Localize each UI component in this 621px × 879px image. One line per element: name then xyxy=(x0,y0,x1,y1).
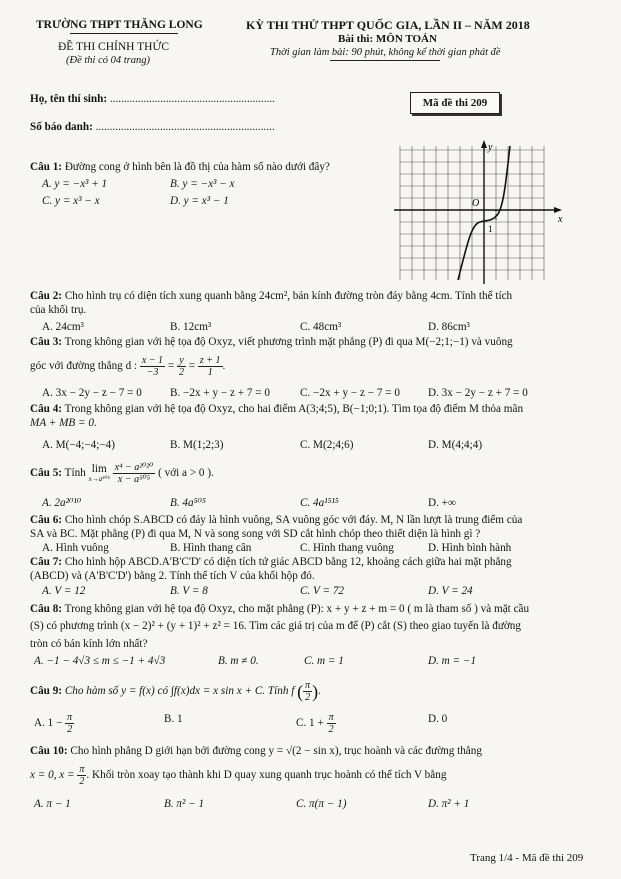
q3-frac-1: $\frac{x - 1}{-3}$ xyxy=(141,355,164,378)
school-underline xyxy=(70,33,178,34)
exam-title: KỲ THI THỬ THPT QUỐC GIA, LẦN II – NĂM 2018 xyxy=(246,18,530,32)
q1-text: Đường cong ở hình bên là đồ thị của hàm số nào dưới đây? xyxy=(64,161,330,173)
tick-label: 1 xyxy=(488,224,493,234)
q10-option-d[interactable]: D. π² + 1 xyxy=(428,798,470,810)
q1-option-d[interactable]: D. y = x³ − 1 xyxy=(170,195,229,207)
q10-frac: $\frac{\pi}{2}$ xyxy=(79,764,85,787)
q6-label: Câu 6: xyxy=(30,514,63,526)
q6-option-a[interactable]: A. Hình vuông xyxy=(42,542,109,554)
q3-option-a[interactable]: A. 3x − 2y − z − 7 = 0 xyxy=(42,387,142,399)
q4-label: Câu 4: xyxy=(30,403,63,415)
q3-text: Trong không gian với hệ tọa độ Oxyz, viết phương trình mặt phẳng (P) đi qua M(−2;1;−1) và vuông xyxy=(64,336,513,348)
q3-frac-2: $\frac{y}{2}$ xyxy=(178,355,184,378)
q6-option-b[interactable]: B. Hình thang cân xyxy=(170,542,252,554)
q5-option-c[interactable]: C. 4a¹⁵¹⁵ xyxy=(300,497,339,509)
q1-label: Câu 1: xyxy=(30,161,63,173)
name-label: Họ, tên thí sinh: xyxy=(30,93,108,105)
question-3 xyxy=(30,335,602,349)
question-8 xyxy=(30,601,602,653)
q4-option-d[interactable]: D. M(4;4;4) xyxy=(428,439,483,451)
q4-text-2: MA + MB = 0. xyxy=(30,417,97,429)
q6-text-2: SA và BC. Mặt phẳng (P) đi qua M, N và song song với SD cắt hình chóp theo thiết diện là hình gì ? xyxy=(30,528,481,540)
q8-option-d[interactable]: D. m = −1 xyxy=(428,655,477,667)
question-7 xyxy=(30,555,602,583)
student-id-line xyxy=(30,120,275,134)
q10-text-2a: x = 0, x = xyxy=(30,769,75,782)
q2-option-d[interactable]: D. 86cm³ xyxy=(428,321,470,333)
q5-limit: lim x→a⁵⁰⁵ xyxy=(88,462,110,483)
name-dots: ........................................................... xyxy=(109,93,275,105)
q10-option-b[interactable]: B. π² − 1 xyxy=(164,798,205,810)
q10-label: Câu 10: xyxy=(30,745,68,757)
y-axis-label: y xyxy=(488,142,493,153)
q10-text-2b: . Khối tròn xoay tạo thành khi D quay xung quanh trục hoành có thể tích V bằng xyxy=(86,769,447,782)
q10-text: Cho hình phẳng D giới hạn bởi đường cong y = √(2 − sin x), trục hoành và các đường thẳng xyxy=(70,745,482,757)
q8-text-3: tròn có bán kính lớn nhất? xyxy=(30,637,148,650)
id-dots: ................................................................ xyxy=(95,121,275,133)
id-label: Số báo danh: xyxy=(30,121,93,133)
pages-note: (Đề thi có 04 trang) xyxy=(66,55,150,66)
x-axis-label: x xyxy=(558,214,563,225)
origin-label: O xyxy=(472,198,480,209)
q5-option-b[interactable]: B. 4a⁵⁰⁵ xyxy=(170,497,206,509)
title-underline xyxy=(330,60,440,61)
q4-option-a[interactable]: A. M(−4;−4;−4) xyxy=(42,439,115,451)
q1-option-c[interactable]: C. y = x³ − x xyxy=(42,195,100,207)
q9-text: Cho hàm số y = f(x) có ∫f(x)dx = x sin x + C. Tính f xyxy=(64,685,295,698)
q1-option-a[interactable]: A. y = −x³ + 1 xyxy=(42,178,108,190)
school-name: TRƯỜNG THPT THĂNG LONG xyxy=(36,19,203,31)
question-1 xyxy=(30,160,390,174)
q7-option-c[interactable]: C. V = 72 xyxy=(300,585,345,597)
q9-frac: $\frac{\pi}{2}$ xyxy=(305,680,311,703)
q6-text: Cho hình chóp S.ABCD có đáy là hình vuông, SA vuông góc với đáy. M, N lần lượt là trung điểm của xyxy=(64,514,523,526)
q2-option-c[interactable]: C. 48cm³ xyxy=(300,321,342,333)
q9-option-b[interactable]: B. 1 xyxy=(164,713,183,725)
q5-option-d[interactable]: D. +∞ xyxy=(428,497,456,509)
q7-text: Cho hình hộp ABCD.A'B'C'D' có diện tích tứ giác ABCD bằng 12, khoảng cách giữa hai mặt phẳng xyxy=(64,556,512,568)
q8-option-a[interactable]: A. −1 − 4√3 ≤ m ≤ −1 + 4√3 xyxy=(34,655,166,667)
q8-label: Câu 8: xyxy=(30,603,63,615)
page-footer: Trang 1/4 - Mã đề thi 209 xyxy=(470,852,584,864)
question-6 xyxy=(30,513,602,541)
q3-text-2: góc với đường thẳng d : xyxy=(30,360,138,373)
q8-text: Trong không gian với hệ tọa độ Oxyz, cho mặt phẳng (P): x + y + z + m = 0 ( m là tham số ) và mặt cầu xyxy=(64,603,530,615)
q2-option-a[interactable]: A. 24cm³ xyxy=(42,321,84,333)
q9-option-c[interactable]: C. 1 + $\frac{\pi}{2}$ xyxy=(296,712,334,735)
q5-frac: $\frac{\text{x⁴ − a²⁰²⁰}}{\text{x − a⁵⁰⁵}}$ xyxy=(114,462,154,485)
q8-text-2: (S) có phương trình (x − 2)² + (y + 1)² + z² = 16. Tìm các giá trị của m để (P) cắt (S) theo giao tuyến là đường xyxy=(30,620,521,633)
q4-option-b[interactable]: B. M(1;2;3) xyxy=(170,439,224,451)
q9-option-a[interactable]: A. 1 − $\frac{\pi}{2}$ xyxy=(34,712,73,735)
q4-text: Trong không gian với hệ tọa độ Oxyz, cho hai điểm A(3;4;5), B(−1;0;1). Tìm tọa độ điểm M thỏa mãn xyxy=(64,403,524,415)
question-2 xyxy=(30,289,602,317)
q7-option-b[interactable]: B. V = 8 xyxy=(170,585,208,597)
q7-option-a[interactable]: A. V = 12 xyxy=(42,585,86,597)
q5-text-2: ( với a > 0 ). xyxy=(158,467,214,480)
q1-option-b[interactable]: B. y = −x³ − x xyxy=(170,178,235,190)
q2-text: Cho hình trụ có diện tích xung quanh bằng 24cm², bán kính đường tròn đáy bằng 4cm. Tính thể tích xyxy=(64,290,513,302)
question-5 xyxy=(30,462,602,485)
q5-text: Tính xyxy=(64,467,86,480)
q2-text-2: của khối trụ. xyxy=(30,304,87,316)
q8-option-b[interactable]: B. m ≠ 0. xyxy=(218,655,259,667)
time-note: Thời gian làm bài: 90 phút, không kể thời gian phát đề xyxy=(270,47,501,58)
q4-option-c[interactable]: C. M(2;4;6) xyxy=(300,439,354,451)
question-4 xyxy=(30,402,602,430)
q5-option-a[interactable]: A. 2a²⁰¹⁰ xyxy=(42,497,82,509)
subject-label: Bài thi: MÔN TOÁN xyxy=(338,33,437,45)
q10-option-a[interactable]: A. π − 1 xyxy=(34,798,71,810)
function-graph xyxy=(392,140,570,286)
student-name-line xyxy=(30,92,275,106)
q6-option-d[interactable]: D. Hình bình hành xyxy=(428,542,512,554)
q2-label: Câu 2: xyxy=(30,290,63,302)
q3-line-2: góc với đường thẳng d : $\frac{x - 1}{-3}$ = $\frac{y}{2}$ = $\frac{z + 1}{1}$ . xyxy=(30,355,226,378)
q3-option-d[interactable]: D. 3x − 2y − z + 7 = 0 xyxy=(428,387,528,399)
exam-code-box: Mã đề thi 209 xyxy=(410,92,500,114)
q7-label: Câu 7: xyxy=(30,556,63,568)
official-label: ĐỀ THI CHÍNH THỨC xyxy=(58,41,170,53)
question-10 xyxy=(30,744,602,758)
q8-option-c[interactable]: C. m = 1 xyxy=(304,655,344,667)
q9-option-d[interactable]: D. 0 xyxy=(428,713,448,725)
q10-line-2 xyxy=(30,764,602,787)
q6-option-c[interactable]: C. Hình thang vuông xyxy=(300,542,394,554)
q2-option-b[interactable]: B. 12cm³ xyxy=(170,321,212,333)
q7-option-d[interactable]: D. V = 24 xyxy=(428,585,473,597)
q3-frac-3: $\frac{z + 1}{1}$ xyxy=(199,355,221,378)
q9-label: Câu 9: xyxy=(30,685,63,698)
q5-label: Câu 5: xyxy=(30,467,63,480)
q7-text-2: (ABCD) và (A'B'C'D') bằng 2. Tính thể tích V của khối hộp đó. xyxy=(30,570,315,582)
question-9: Câu 9: Cho hàm số y = f(x) có ∫f(x)dx = x sin x + C. Tính f ( $\frac{\pi}{2}$ ). xyxy=(30,680,321,703)
q3-option-b[interactable]: B. −2x + y − z + 7 = 0 xyxy=(170,387,270,399)
q3-label: Câu 3: xyxy=(30,336,63,348)
q3-option-c[interactable]: C. −2x + y − z − 7 = 0 xyxy=(300,387,400,399)
q10-option-c[interactable]: C. π(π − 1) xyxy=(296,798,347,810)
